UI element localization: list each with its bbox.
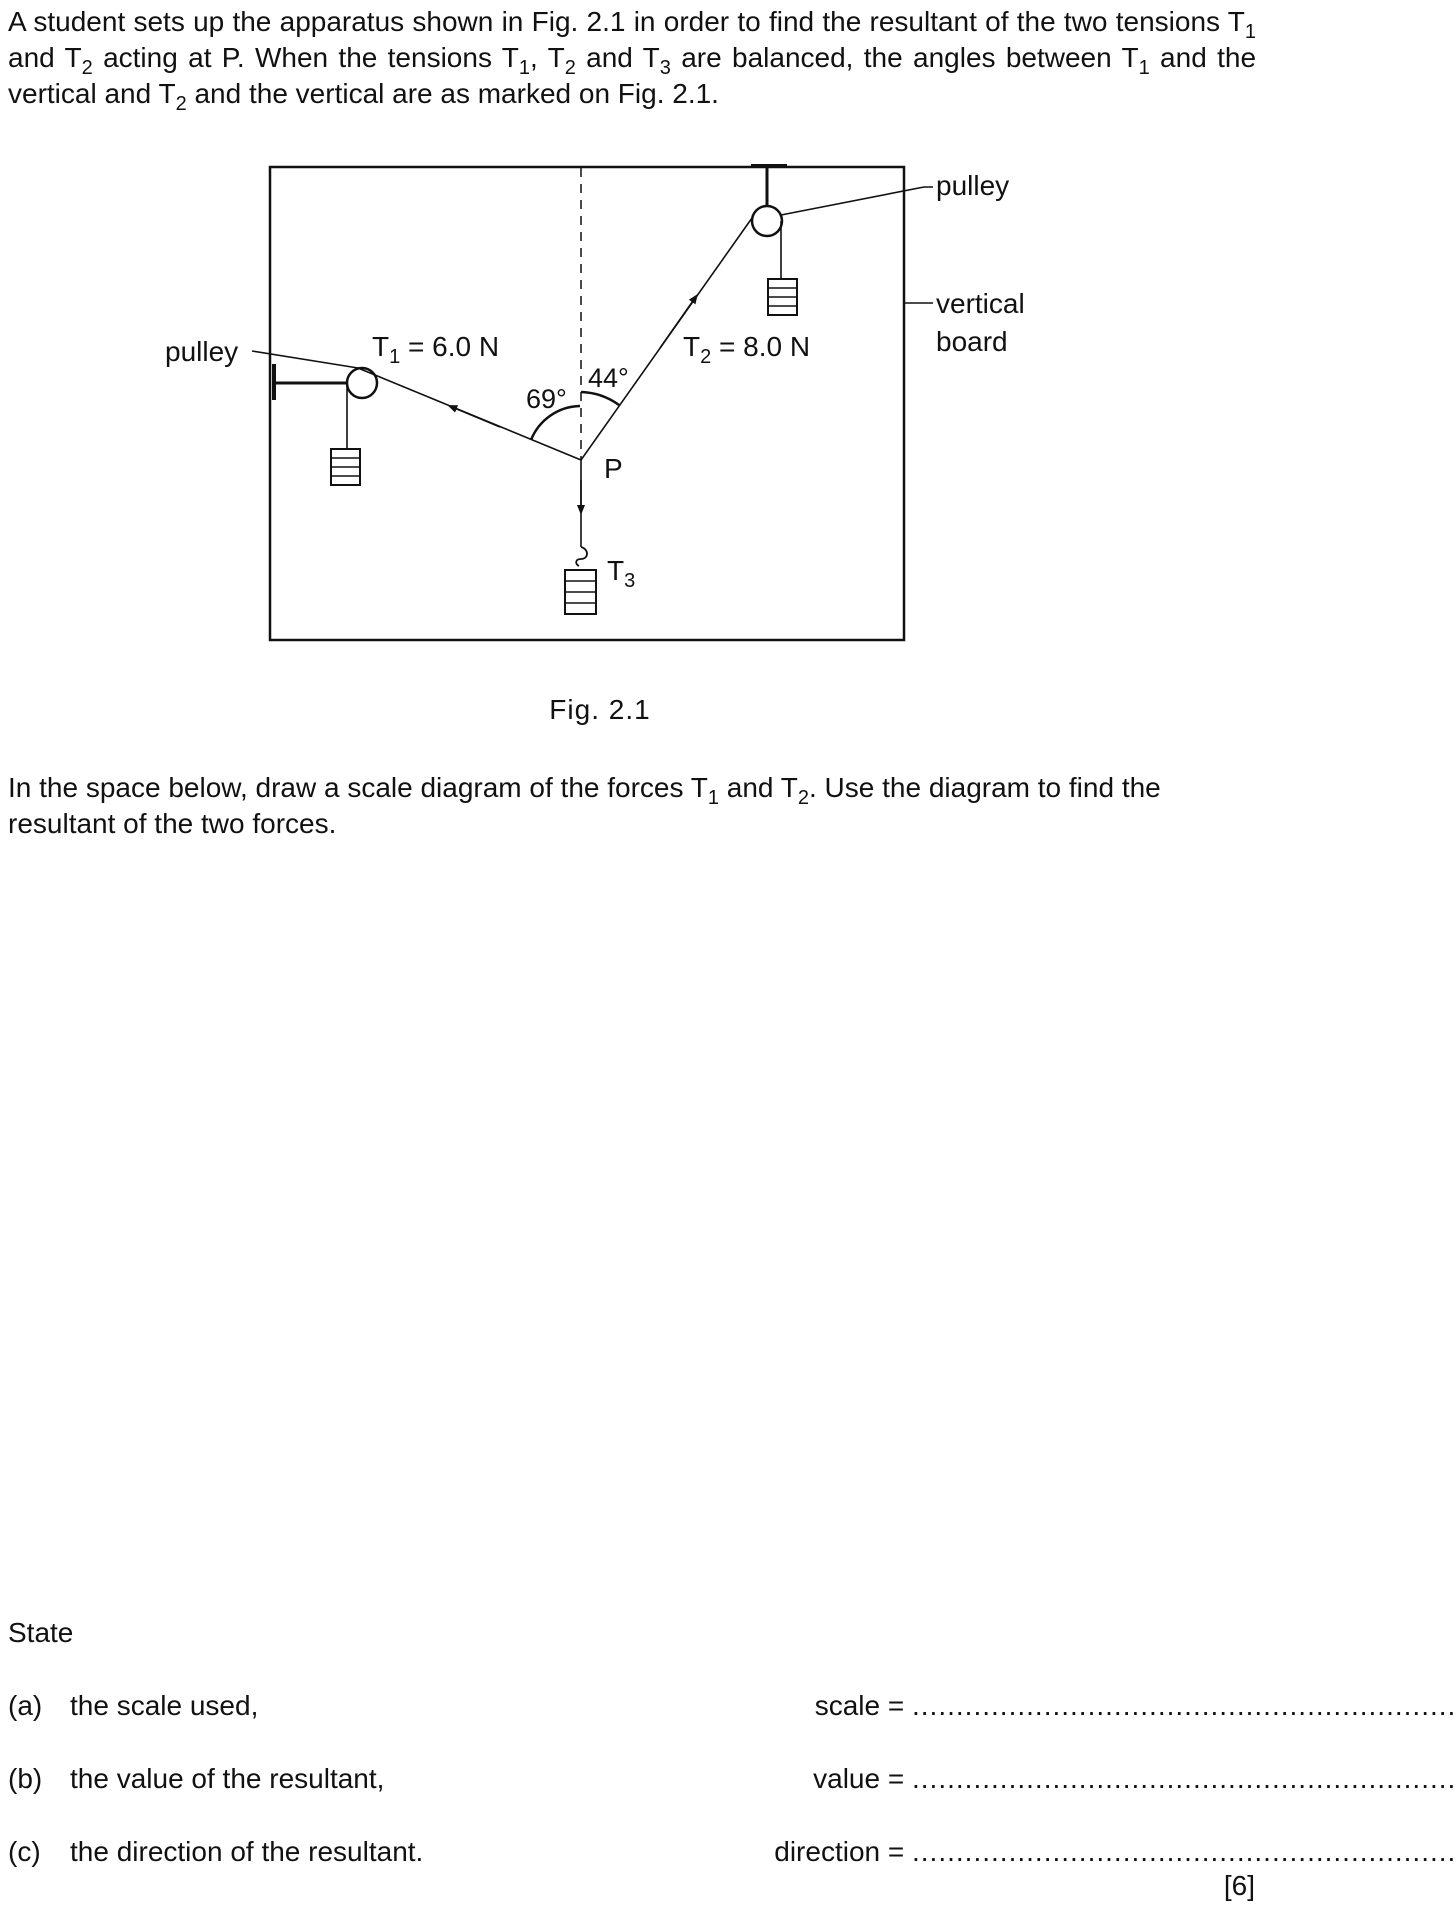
figure-caption: Fig. 2.1 bbox=[549, 694, 651, 725]
intro-paragraph: A student sets up the apparatus shown in Fig. 2.1 in order to find the resultant of the two tensions $T_1$ and $T_2$ acting at P. When the tensions $T_1$, $T_2$ and $T_3$ are balanced, the angles between $T_1$ and the vertical and $T_2$ and the vertical are as marked on Fig. 2.1. bbox=[8, 6, 1257, 115]
label-t2: $T_2 = 8.0$ N bbox=[683, 331, 811, 368]
instruction-paragraph: In the space below, draw a scale diagram of the forces $T_1$ and $T_2$. Use the diagram to find the resultant of the two forces. bbox=[8, 772, 1161, 839]
right-pulley-assembly bbox=[751, 166, 797, 315]
string-right-pulley-to-top bbox=[781, 187, 924, 215]
answer-label: direction = bbox=[774, 1836, 912, 1867]
question-a bbox=[8, 1690, 1456, 1730]
label-vertical: vertical bbox=[936, 288, 1025, 319]
label-point-p: P bbox=[604, 453, 623, 484]
right-pulley bbox=[752, 206, 782, 236]
label-pulley-right: pulley bbox=[936, 170, 1010, 201]
answer-label: scale = bbox=[814, 1690, 912, 1721]
question-c bbox=[8, 1836, 1456, 1876]
question-text: the value of the resultant, bbox=[70, 1763, 385, 1794]
state-heading: State bbox=[8, 1617, 74, 1648]
question-label: (c) bbox=[8, 1836, 41, 1867]
label-angle-44: 44° bbox=[588, 363, 629, 393]
marks-total: [6] bbox=[1223, 1870, 1255, 1901]
angle-arc-right bbox=[581, 392, 619, 405]
weight-hook bbox=[576, 547, 587, 566]
question-label: (a) bbox=[8, 1690, 43, 1721]
answer-line-direction[interactable] bbox=[729, 1836, 1456, 1868]
answer-line-value[interactable] bbox=[729, 1763, 1456, 1795]
question-text: the scale used, bbox=[70, 1690, 259, 1721]
question-b bbox=[8, 1763, 1456, 1803]
answer-line-scale[interactable] bbox=[729, 1690, 1456, 1722]
label-board: board bbox=[936, 326, 1008, 357]
left-pulley bbox=[347, 368, 377, 398]
apparatus-diagram bbox=[0, 150, 1271, 660]
question-label: (b) bbox=[8, 1763, 43, 1794]
label-pulley-left: pulley bbox=[165, 336, 239, 367]
left-pulley-assembly bbox=[274, 364, 377, 485]
t1-arrow bbox=[452, 407, 500, 427]
label-t1: $T_1 = 6.0$ N bbox=[372, 331, 500, 368]
label-angle-69: 69° bbox=[526, 384, 567, 414]
answer-dots[interactable]: .............................................................. bbox=[912, 1836, 1456, 1867]
label-t3: $T_3$ bbox=[607, 555, 636, 592]
answer-label: value = bbox=[813, 1763, 912, 1794]
answer-dots[interactable]: .............................................................. bbox=[912, 1763, 1456, 1794]
label-leader-left-pulley bbox=[252, 351, 358, 368]
question-text: the direction of the resultant. bbox=[70, 1836, 424, 1867]
answer-dots[interactable]: .............................................................. bbox=[912, 1690, 1456, 1721]
